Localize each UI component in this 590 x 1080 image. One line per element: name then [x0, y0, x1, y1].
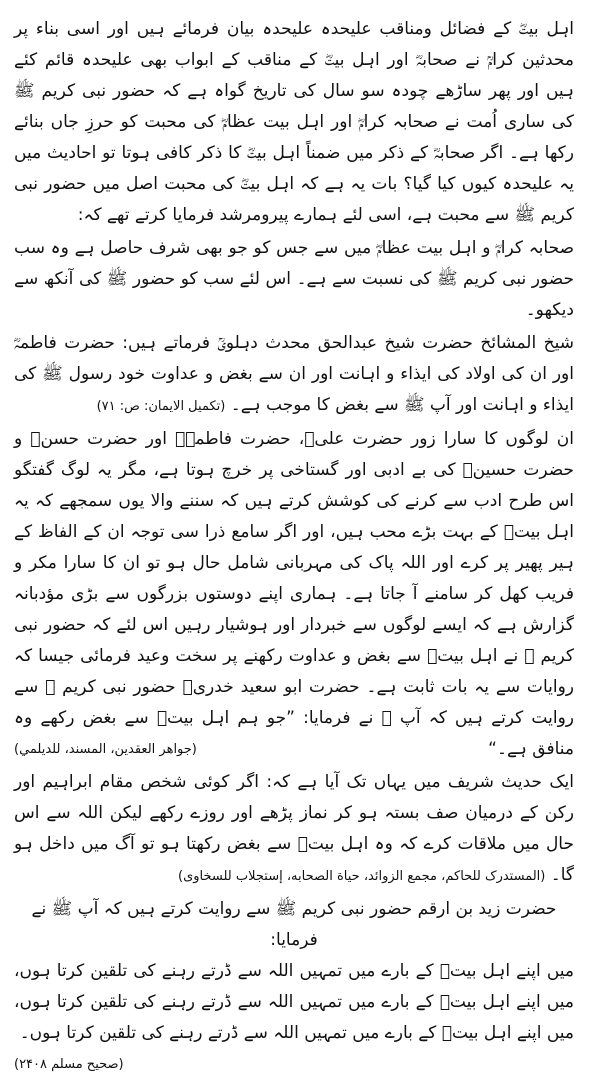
- paragraph-shaikh-abdul-haq-quote: [14, 328, 574, 422]
- paragraph-hadith-thaqalain: [14, 956, 574, 1072]
- paragraph-text: صحابہ کرامؓ و اہل بیت عظامؓ میں سے جس کو جو بھی شرف حاصل ہے وہ سب حضور نبی کریم ﷺ کی نسبت سے ہے۔ اس لئے سب کو حضور ﷺ کی آنکھ سے دیکھو۔: [14, 238, 574, 320]
- citation-sahih-muslim: (صحیح مسلم ۲۴۰۸): [14, 1057, 124, 1072]
- paragraph-text: حضرت زید بن ارقم حضور نبی کریم ﷺ سے روایت کرتے ہیں کہ آپ ﷺ نے فرمایا:: [31, 899, 557, 950]
- paragraph-text: شیخ المشائخ حضرت شیخ عبدالحق محدث دہلویؒ فرماتے ہیں: حضرت فاطمہؓ اور ان کی اولاد کی ایذاء و اہانت اور ان سے بغض و عداوت خود رسول ﷺ کی ایذاء و اہانت اور آپ ﷺ سے بغض کا موجب ہے۔: [14, 333, 574, 415]
- paragraph-zaid-bin-arqam-intro: [14, 894, 574, 956]
- paragraph-murshid-saying: [14, 233, 574, 326]
- paragraph-text: ان لوگوں کا سارا زور حضرت علیؓ، حضرت فاطمہؓ اور حضرت حسنؓ و حضرت حسینؓ کی بے ادبی اور گستاخی پر خرچ ہوتا ہے، مگر یہ لوگ گفتگو اس طرح ادب سے کرنے کی کوشش کرتے ہیں کہ سننے والا یوں سمجھے کہ یہ اہل بیتؓ کے بہت بڑے محب ہیں، اور اگر سامع ذرا سی توجہ ان کے الفاظ کے ہیر پھیر پر کرے اور اللہ پاک کی مہربانی شامل حال ہو تو ان کا سارا مکر و فریب کھل کر سامنے آ جاتا ہے۔ ہماری اپنے دوستوں بزرگوں سے بڑی مؤدبانہ گزارش ہے کہ ایسے لوگوں سے خبردار اور ہوشیار رہیں اس لئے کہ حضور نبی کریم ﷺ نے اہل بیتؓ سے بغض و عداوت رکھنے پر سخت وعید فرمائی جیسا کہ روایات سے یہ بات ثابت ہے۔ حضرت ابو سعید خدریؓ حضور نبی کریم ﷺ سے روایت کرتے ہیں کہ آپ ﷺ نے فرمایا: ”جو ہم اہل بیتؓ سے بغض رکھے وہ منافق ہے۔“: [14, 429, 574, 759]
- paragraph-warning-people: [14, 424, 574, 765]
- citation-jawahir-ul-aqdain: (جواهر العقدين، المسند، للديلمي): [14, 742, 197, 757]
- paragraph-ahl-e-bait-virtues: [14, 14, 574, 231]
- paragraph-hadith-maqam-ibrahim: [14, 767, 574, 892]
- paragraph-text: میں اپنے اہل بیتؓ کے بارے میں تمہیں اللہ سے ڈرتے رہنے کی تلقین کرتا ہوں، میں اپنے اہل بیتؓ کے بارے میں تمہیں اللہ سے ڈرتے رہنے کی تلقین کرتا ہوں، میں اپنے اہل بیتؓ کے بارے میں تمہیں اللہ سے ڈرتے رہنے کی تلقین کرتا ہوں۔: [14, 961, 574, 1043]
- citation-mustadrak: (المستدرک للحاکم، مجمع الزوائد، حياة الصحابه، إستجلاب للسخاوی): [178, 869, 546, 884]
- paragraph-text: ایک حدیث شریف میں یہاں تک آیا ہے کہ: اگر کوئی شخص مقام ابراہیم اور رکن کے درمیان صف بستہ ہو کر نماز پڑھے اور روزے رکھے لیکن اللہ سے اس حال میں ملاقات کرے کہ وہ اہل بیتؓ سے بغض رکھتا ہو تو آگ میں داخل ہو گا۔: [14, 772, 574, 885]
- citation-takmil-ul-iman: (تکمیل الایمان: ص: ۷۱): [96, 399, 226, 414]
- urdu-book-page: [14, 14, 574, 1072]
- paragraph-text: اہل بیتؓ کے فضائل ومناقب علیحدہ علیحدہ بیان فرمائے ہیں اور اسی بناء پر محدثین کرامؒ نے صحابہؓ اور اہل بیتؓ کے مناقب کے ابواب بھی علیحدہ قائم کئے ہیں اور پھر ساڑھے چودہ سو سال کی تاریخ گواہ ہے کہ حضور نبی کریم ﷺ کی ساری اُمت نے صحابہ کرامؓ اور اہل بیت عظامؓ کی محبت کو حرزِ جاں بنائے رکھا ہے۔ اگر صحابہؓ کے ذکر میں ضمناً اہل بیتؓ کا ذکر کافی ہوتا تو احادیث میں یہ علیحدہ کیوں کیا گیا؟ بات یہ ہے کہ اہل بیتؓ کی محبت اصل میں حضور نبی کریم ﷺ سے محبت ہے، اسی لئے ہمارے پیرومرشد فرمایا کرتے تھے کہ:: [14, 19, 574, 225]
